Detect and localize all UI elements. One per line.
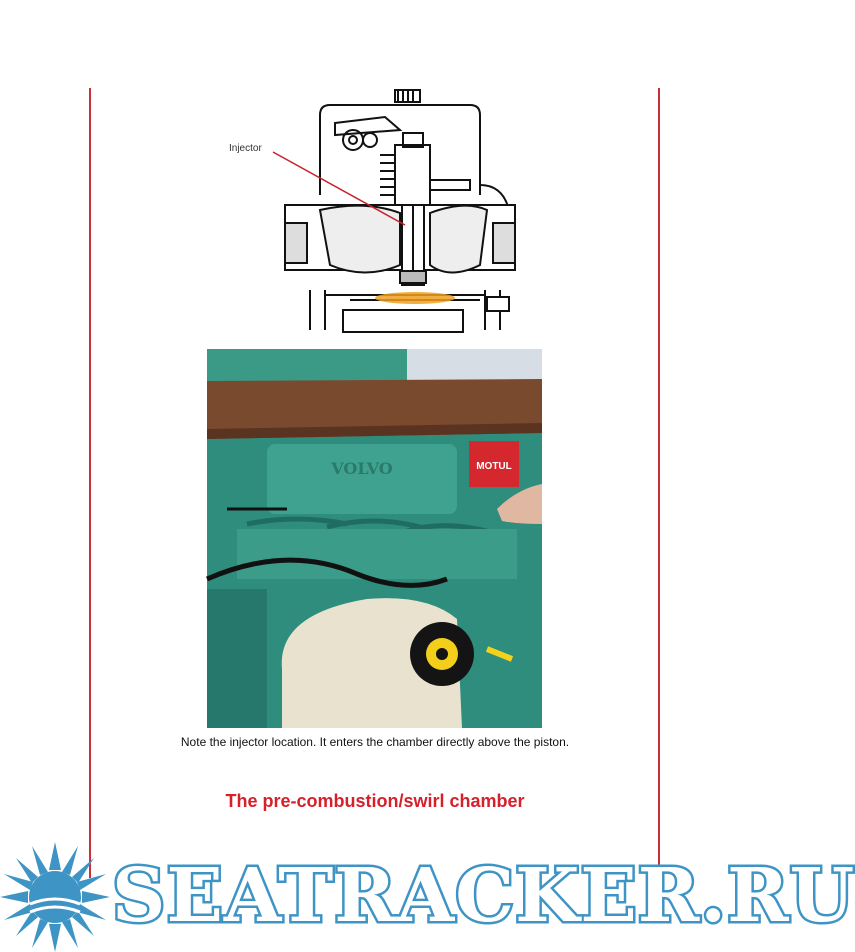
volvo-emblem: VOLVO <box>331 459 393 478</box>
section-heading: The pre-combustion/swirl chamber <box>225 791 525 811</box>
left-margin-line <box>89 88 91 878</box>
injector-diagram <box>225 85 525 335</box>
motul-sticker: MOTUL <box>476 461 512 472</box>
sun-logo-icon <box>0 842 115 952</box>
engine-photo <box>207 349 542 728</box>
injector-label: Injector <box>229 143 262 154</box>
watermark-text: SEATRACKER.RU <box>112 853 855 939</box>
right-margin-line <box>658 88 660 878</box>
photo-caption: Note the injector location. It enters the chamber directly above the piston. <box>180 735 570 749</box>
